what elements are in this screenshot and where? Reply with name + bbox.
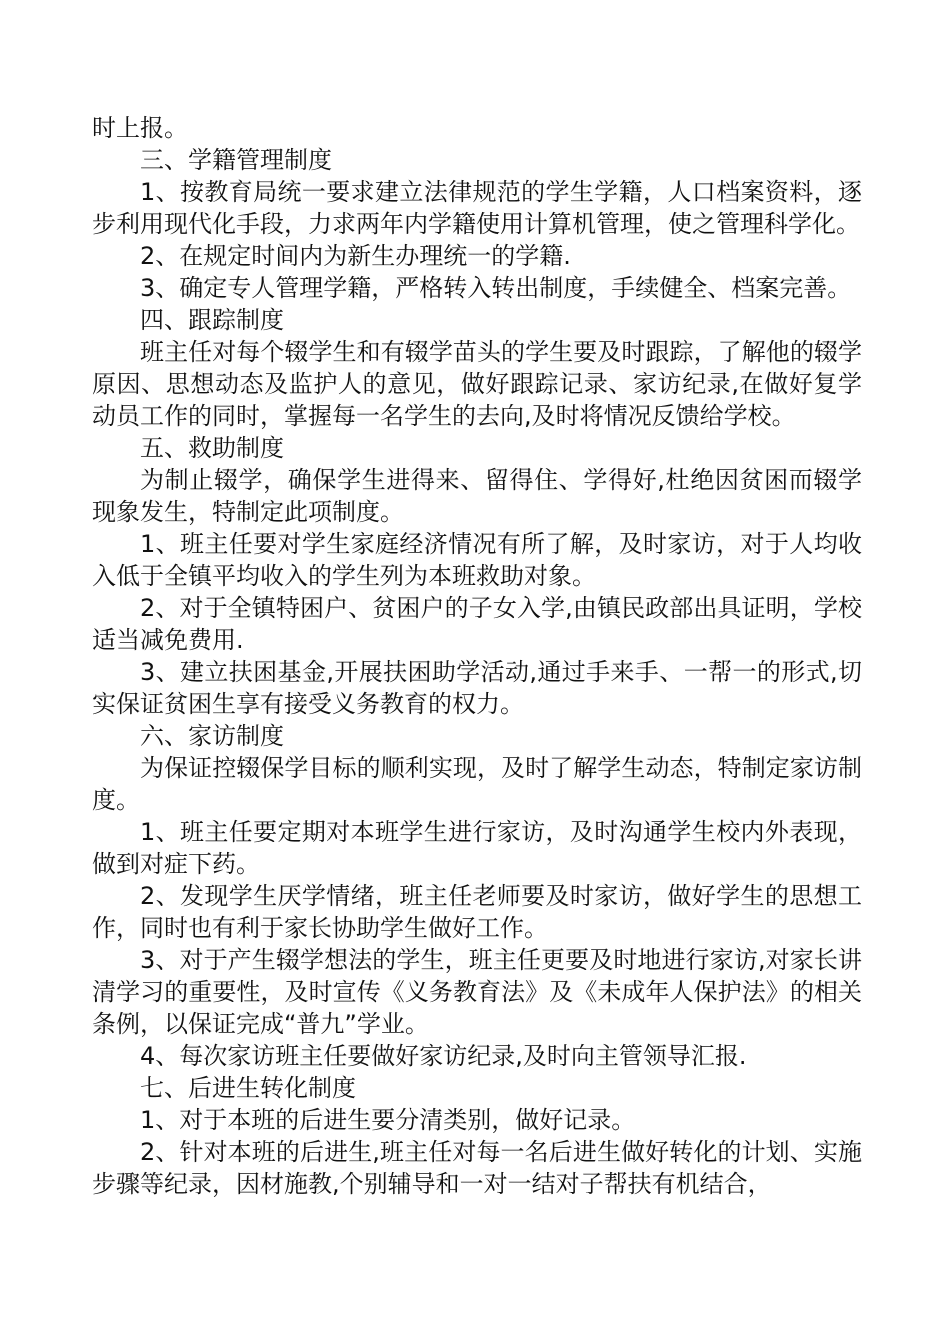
paragraph-records-1: 1、按教育局统一要求建立法律规范的学生学籍，人口档案资料，逐步利用现代化手段，力求两年内学籍使用计算机管理，使之管理科学化。: [92, 178, 862, 238]
section-heading-home-visit: 六、家访制度: [140, 722, 284, 750]
paragraph-tracking: 班主任对每个辍学生和有辍学苗头的学生要及时跟踪，了解他的辍学原因、思想动态及监护人的意见，做好跟踪记录、家访纪录,在做好复学动员工作的同时，掌握每一名学生的去向,及时将情况反馈给学校。: [92, 338, 862, 430]
section-heading-assistance: 五、救助制度: [140, 434, 284, 462]
paragraph-underachiever-1: 1、对于本班的后进生要分清类别，做好记录。: [140, 1106, 636, 1134]
paragraph-records-3: 3、确定专人管理学籍，严格转入转出制度，手续健全、档案完善。: [140, 274, 852, 302]
paragraph-assistance-3: 3、建立扶困基金,开展扶困助学活动,通过手来手、一帮一的形式,切实保证贫困生享有接受义务教育的权力。: [92, 658, 862, 718]
paragraph-assistance-2: 2、对于全镇特困户、贫困户的子女入学,由镇民政部出具证明，学校适当减免费用.: [92, 594, 862, 654]
section-heading-tracking: 四、跟踪制度: [140, 306, 284, 334]
paragraph-underachiever-2: 2、针对本班的后进生,班主任对每一名后进生做好转化的计划、实施步骤等纪录，因材施教,个别辅导和一对一结对子帮扶有机结合，: [92, 1138, 862, 1198]
paragraph-home-visit-3: 3、对于产生辍学想法的学生，班主任更要及时地进行家访,对家长讲清学习的重要性，及时宣传《义务教育法》及《未成年人保护法》的相关条例，以保证完成“普九”学业。: [92, 946, 862, 1038]
paragraph-records-2: 2、在规定时间内为新生办理统一的学籍.: [140, 242, 571, 270]
paragraph-assistance-intro: 为制止辍学，确保学生进得来、留得住、学得好,杜绝因贫困而辍学现象发生，特制定此项制度。: [92, 466, 862, 526]
paragraph-continuation: 时上报。: [92, 114, 188, 142]
paragraph-home-visit-1: 1、班主任要定期对本班学生进行家访，及时沟通学生校内外表现，做到对症下药。: [92, 818, 862, 878]
section-heading-underachiever: 七、后进生转化制度: [140, 1074, 356, 1102]
paragraph-home-visit-intro: 为保证控辍保学目标的顺利实现，及时了解学生动态，特制定家访制度。: [92, 754, 862, 814]
section-heading-student-records: 三、学籍管理制度: [140, 146, 332, 174]
paragraph-home-visit-4: 4、每次家访班主任要做好家访纪录,及时向主管领导汇报.: [140, 1042, 747, 1070]
paragraph-home-visit-2: 2、发现学生厌学情绪，班主任老师要及时家访，做好学生的思想工作，同时也有利于家长协助学生做好工作。: [92, 882, 862, 942]
paragraph-assistance-1: 1、班主任要对学生家庭经济情况有所了解，及时家访，对于人均收入低于全镇平均收入的学生列为本班救助对象。: [92, 530, 862, 590]
document-body: [92, 112, 862, 1200]
